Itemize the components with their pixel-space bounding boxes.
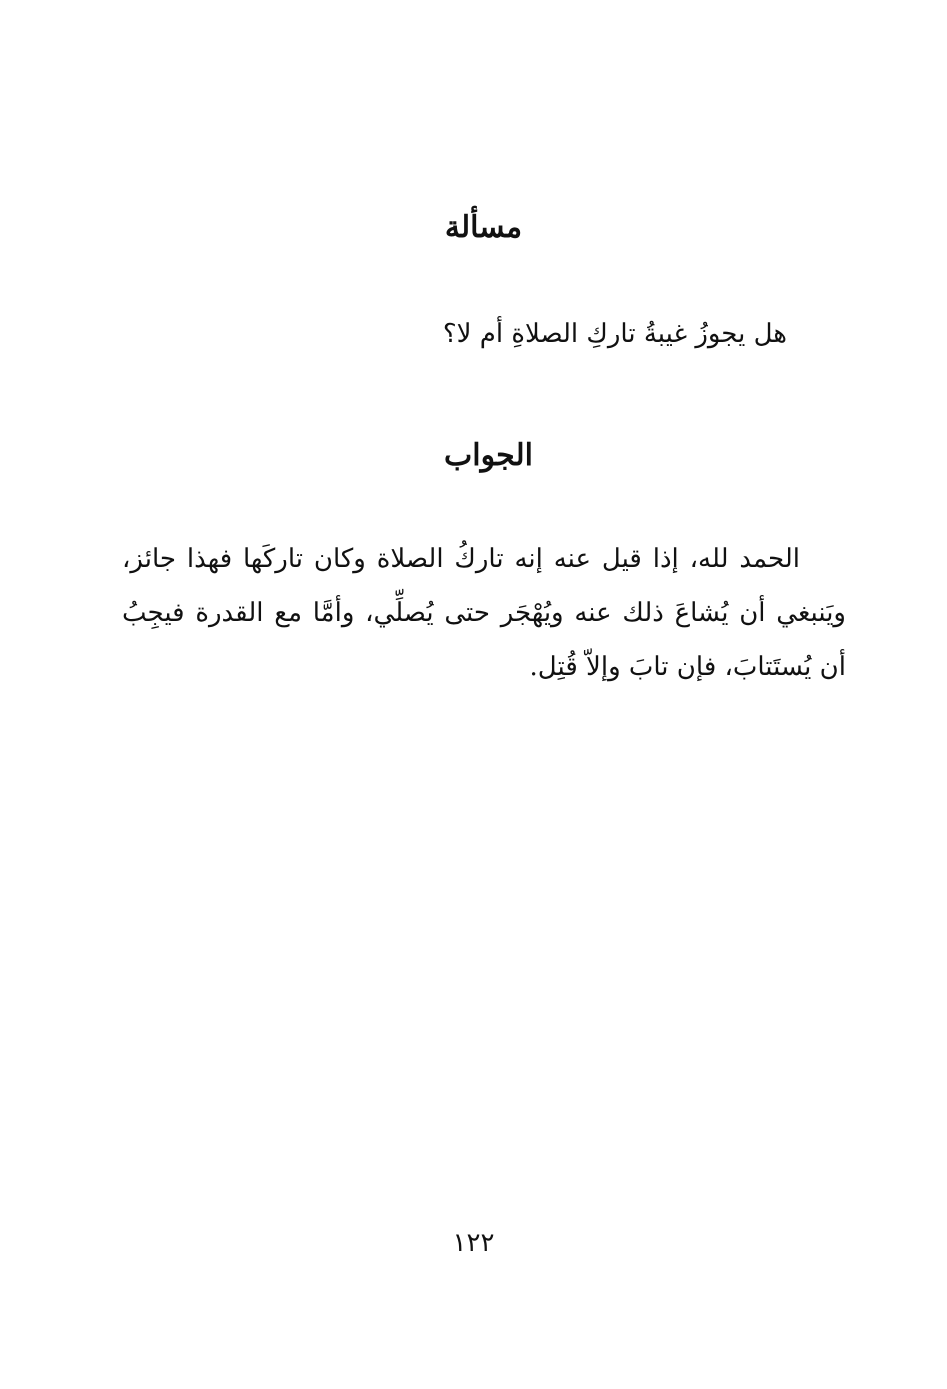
question-text: هل يجوزُ غيبةُ تاركِ الصلاةِ أم لا؟ bbox=[442, 319, 787, 349]
question-heading: مسألة bbox=[444, 210, 523, 245]
answer-text: الحمد لله، إذا قيل عنه إنه تاركُ الصلاة وكان تاركَها فهذا جائز، ويَنبغي أن يُشاعَ ذلك عنه ويُهْجَر حتى يُصلِّي، وأمَّا مع القدرة فيجِبُ أن يُستَتابَ، فإن تابَ وإلاّ قُتِل. bbox=[122, 544, 846, 682]
page-number: ١٢٢ bbox=[452, 1228, 495, 1258]
answer-heading: الجواب bbox=[444, 438, 533, 473]
